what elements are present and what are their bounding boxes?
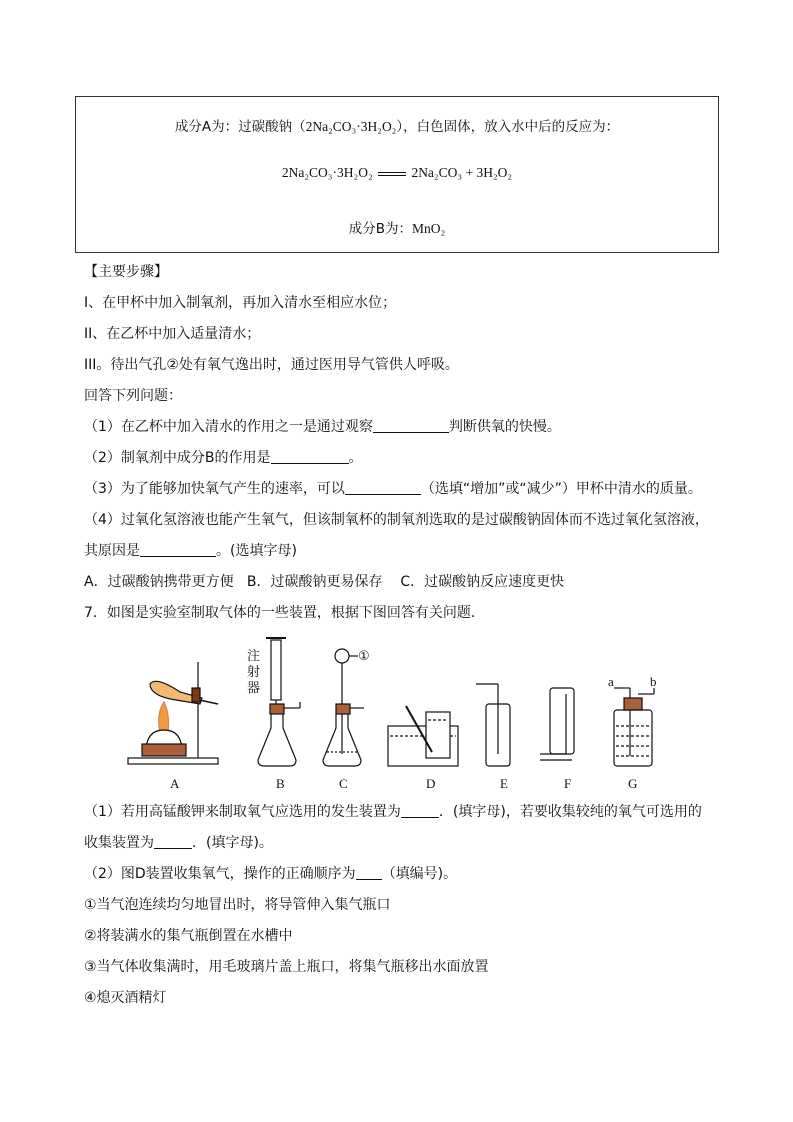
- problem-7-title: 7．如图是实验室制取气体的一些装置，根据下图回答有关问题．: [84, 605, 485, 621]
- operation-2: ②将装满水的集气瓶倒置在水槽中: [84, 928, 293, 944]
- component-b-line: [76, 217, 718, 237]
- question-1: [84, 417, 561, 437]
- answer-blank[interactable]: [373, 418, 449, 433]
- component-a-suffix: ），白色固体，放入水中后的反应为：: [396, 119, 620, 135]
- syringe-label-2: 射: [247, 664, 261, 679]
- question-1-end: 判断供氧的快慢。: [448, 419, 561, 435]
- answer-blank[interactable]: [154, 834, 192, 849]
- apparatus-f: [540, 688, 574, 760]
- apparatus-c: [323, 649, 364, 766]
- answer-blank[interactable]: [345, 480, 421, 495]
- p7-question-1-text: （1）若用高锰酸钾来制取氧气应选用的发生装置为: [84, 804, 401, 820]
- p7-question-1-cont: [84, 833, 273, 853]
- step-2: II、在乙杯中加入适量清水；: [84, 326, 261, 342]
- port-b-label: b: [650, 674, 657, 689]
- equation-left: 2Na₂CO₃·3H₂O₂: [281, 165, 373, 180]
- question-2-text: （2）制氧剂中成分B的作用是: [84, 450, 271, 466]
- reaction-equation: [76, 165, 718, 181]
- question-4-line2: [84, 541, 297, 561]
- p7-question-1-cont-text: 收集装置为: [84, 835, 154, 851]
- operation-3: ③当气体收集满时，用毛玻璃片盖上瓶口，将集气瓶移出水面放置: [84, 959, 489, 975]
- port-a-label: a: [608, 674, 614, 689]
- label-e: E: [500, 776, 508, 791]
- question-4-line1: （4）过氧化氢溶液也能产生氧气，但该制氧杯的制氧剂选取的是过碳酸钠固体而不选过氧化氢溶液，: [84, 512, 709, 528]
- question-4-text: 其原因是: [84, 543, 140, 559]
- apparatus-a: [128, 662, 218, 764]
- syringe-label-1: 注: [247, 648, 261, 663]
- question-3-text: （3）为了能够加快氧气产生的速率，可以: [84, 481, 345, 497]
- p7-question-2-text: （2）图D装置收集氧气，操作的正确顺序为: [84, 866, 356, 882]
- p7-question-2: [84, 864, 457, 884]
- funnel-circle-label: ①: [358, 648, 370, 663]
- component-a-line: [76, 115, 718, 135]
- label-g: G: [628, 776, 638, 791]
- answer-blank[interactable]: [271, 449, 349, 464]
- p7-question-2-end: （填编号)。: [381, 866, 458, 882]
- question-2-end: 。: [348, 450, 363, 466]
- label-d: D: [426, 776, 436, 791]
- question-1-text: （1）在乙杯中加入清水的作用之一是通过观察: [84, 419, 373, 435]
- apparatus-e: [476, 684, 510, 766]
- equals-sign: [378, 172, 406, 176]
- steps-heading: 【主要步骤】: [84, 264, 168, 280]
- p7-question-1-mid: ．(填字母)，若要收集较纯的氧气可选用的: [438, 804, 702, 820]
- syringe-label-3: 器: [247, 680, 261, 695]
- label-b: B: [276, 776, 285, 791]
- operation-4: ④熄灭酒精灯: [84, 990, 167, 1006]
- component-a-text: 成分A为：过碳酸钠（: [174, 119, 306, 135]
- p7-question-1: [84, 802, 702, 822]
- operation-1: ①当气泡连续均匀地冒出时，将导管伸入集气瓶口: [84, 897, 391, 913]
- questions-intro: 回答下列问题：: [84, 388, 182, 404]
- apparatus-g: [614, 688, 654, 766]
- apparatus-figure: [120, 632, 680, 794]
- question-4-end: 。(选填字母): [216, 543, 297, 559]
- apparatus-d: [388, 706, 458, 766]
- question-4-options: A．过碳酸钠携带更方便 B．过碳酸钠更易保存 C．过碳酸钠反应速度更快: [84, 574, 565, 590]
- percarbonate-formula: 2Na₂CO₃·3H₂O₂: [305, 119, 397, 134]
- answer-blank[interactable]: [401, 803, 439, 818]
- answer-blank[interactable]: [356, 865, 382, 880]
- question-2: [84, 448, 363, 468]
- p7-question-1-end: ．(填字母)。: [192, 835, 273, 851]
- label-a: A: [170, 776, 180, 791]
- answer-blank[interactable]: [140, 542, 216, 557]
- mno2-formula: MnO₂: [412, 221, 446, 236]
- label-f: F: [564, 776, 572, 791]
- equation-right: 2Na₂CO₃ + 3H₂O₂: [411, 165, 513, 180]
- question-3-end: （选填“增加”或“减少”）甲杯中清水的质量。: [420, 481, 702, 497]
- label-c: C: [339, 776, 348, 791]
- component-box: [75, 96, 719, 253]
- step-3: III。待出气孔②处有氧气逸出时，通过医用导气管供人呼吸。: [84, 357, 459, 373]
- question-3: [84, 479, 702, 499]
- apparatus-b: [258, 638, 300, 766]
- step-1: I、在甲杯中加入制氧剂，再加入清水至相应水位；: [84, 295, 397, 311]
- component-b-text: 成分B为：: [348, 221, 413, 237]
